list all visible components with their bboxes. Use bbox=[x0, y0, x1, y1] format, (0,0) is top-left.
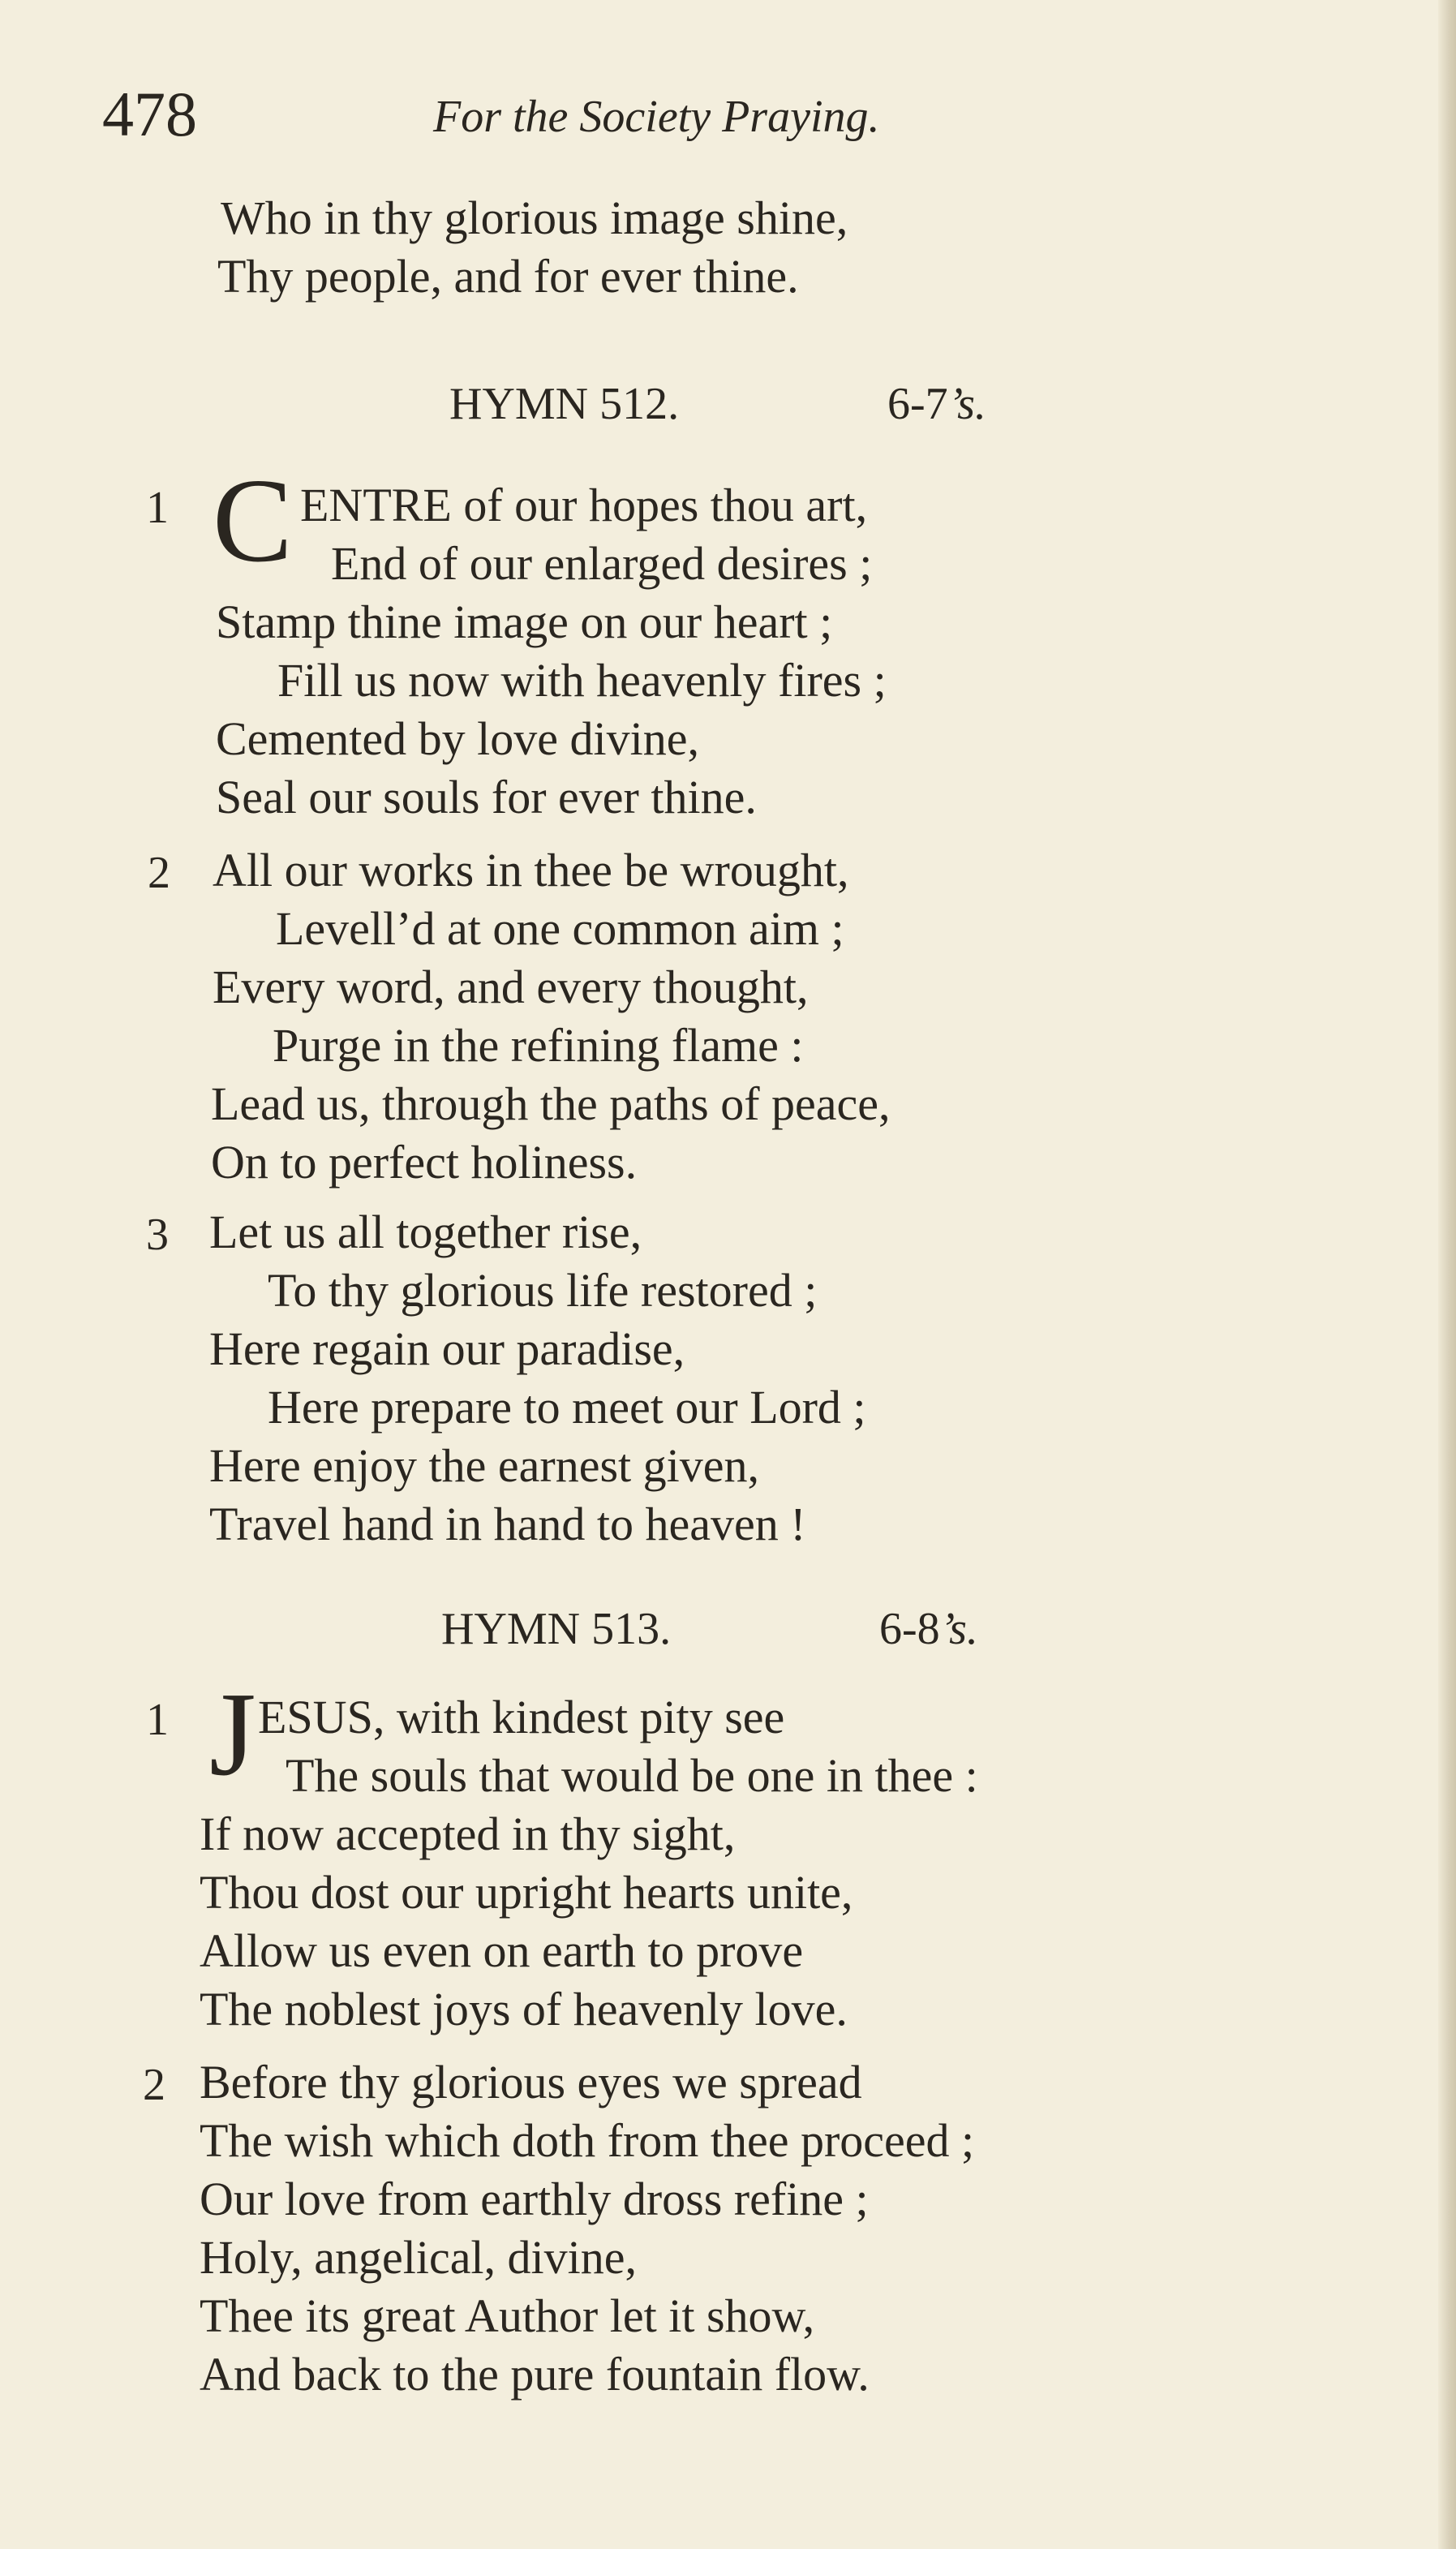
verse-line: Here regain our paradise, bbox=[209, 1322, 685, 1375]
verse-line: Every word, and every thought, bbox=[213, 961, 809, 1013]
verse-line: If now accepted in thy sight, bbox=[200, 1808, 736, 1860]
page-edge bbox=[1438, 0, 1456, 2549]
verse-line: Lead us, through the paths of peace, bbox=[211, 1077, 891, 1130]
verse-number: 1 bbox=[146, 1695, 169, 1745]
verse-line: All our works in thee be wrought, bbox=[213, 844, 849, 896]
hymn-heading bbox=[449, 379, 986, 429]
verse-line: Holy, angelical, divine, bbox=[200, 2231, 638, 2284]
drop-cap: C bbox=[213, 454, 293, 587]
hymn-meter: 6-7’s. bbox=[887, 379, 986, 429]
verse-number: 2 bbox=[143, 2060, 165, 2110]
verse-line: ENTRE of our hopes thou art, bbox=[300, 479, 868, 531]
verse-line: Purge in the refining flame : bbox=[273, 1019, 804, 1072]
verse-line: ESUS, with kindest pity see bbox=[258, 1691, 785, 1743]
verse-line: Stamp thine image on our heart ; bbox=[216, 595, 833, 648]
verse-line: On to perfect holiness. bbox=[211, 1136, 638, 1189]
verse-line: Our love from earthly dross refine ; bbox=[200, 2173, 869, 2225]
verse-line: And back to the pure fountain flow. bbox=[200, 2348, 870, 2401]
verse-line: Here enjoy the earnest given, bbox=[209, 1439, 759, 1492]
verse-line: The wish which doth from thee proceed ; bbox=[200, 2114, 975, 2167]
page-number: 478 bbox=[102, 79, 197, 149]
verse-line: Here prepare to meet our Lord ; bbox=[268, 1381, 866, 1434]
hymn-heading bbox=[441, 1604, 978, 1654]
verse-number: 2 bbox=[148, 848, 170, 898]
verse-line: To thy glorious life restored ; bbox=[268, 1264, 818, 1317]
verse-number: 1 bbox=[146, 483, 169, 533]
verse-number: 3 bbox=[146, 1210, 169, 1260]
verse-line: Seal our souls for ever thine. bbox=[216, 771, 757, 823]
verse-line: Let us all together rise, bbox=[209, 1206, 642, 1258]
verse-line: Cemented by love divine, bbox=[216, 712, 699, 765]
verse-line: Fill us now with heavenly fires ; bbox=[277, 654, 887, 707]
verse-line: Travel hand in hand to heaven ! bbox=[209, 1498, 806, 1550]
verse-line: Thee its great Author let it show, bbox=[200, 2289, 815, 2342]
drop-cap: J bbox=[209, 1668, 256, 1801]
verse-line: End of our enlarged desires ; bbox=[331, 537, 873, 590]
running-title: For the Society Praying. bbox=[433, 92, 880, 142]
intro-line: Thy people, and for ever thine. bbox=[217, 250, 799, 303]
verse-line: Thou dost our upright hearts unite, bbox=[200, 1866, 853, 1919]
hymn-title: HYMN 513. bbox=[441, 1604, 672, 1654]
hymn-meter: 6-8’s. bbox=[879, 1604, 978, 1654]
intro-line: Who in thy glorious image shine, bbox=[221, 191, 848, 244]
verse-line: Allow us even on earth to prove bbox=[200, 1924, 804, 1977]
verse-line: The souls that would be one in thee : bbox=[286, 1749, 978, 1802]
hymn-title: HYMN 512. bbox=[449, 379, 680, 429]
verse-line: Levell’d at one common aim ; bbox=[276, 902, 844, 955]
verse-line: The noblest joys of heavenly love. bbox=[200, 1983, 848, 2035]
verse-line: Before thy glorious eyes we spread bbox=[200, 2056, 862, 2108]
